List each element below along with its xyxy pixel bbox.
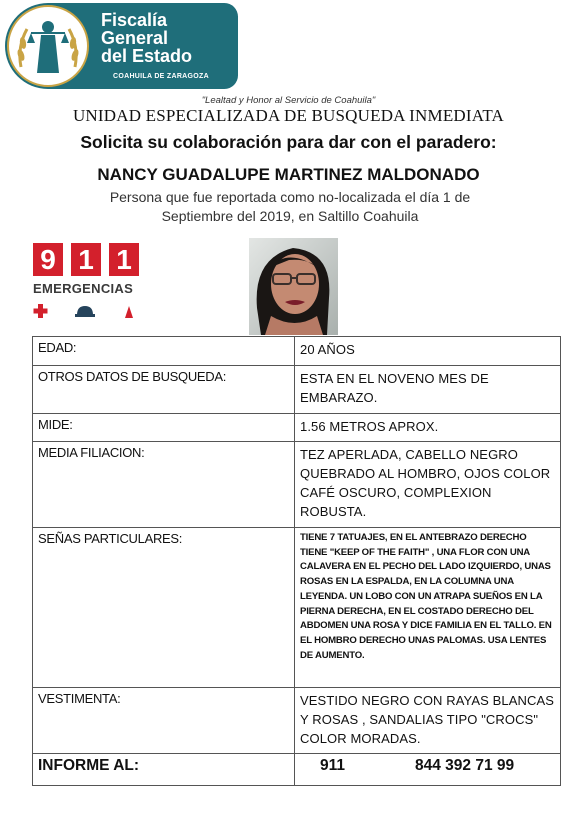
unit-title: UNIDAD ESPECIALIZADA DE BUSQUEDA INMEDIATA <box>72 106 505 125</box>
digit-box: 9 <box>33 243 63 276</box>
inform-phones <box>295 754 561 786</box>
row-label-description: MEDIA FILIACION: <box>33 442 295 528</box>
row-label-clothing: VESTIMENTA: <box>33 688 295 754</box>
report-info <box>80 188 500 226</box>
report-line-2: Septiembre del 2019, en Saltillo Coahuila <box>161 208 419 224</box>
report-line-1: Persona que fue reportada como no-localizada el día 1 de <box>109 189 471 205</box>
row-value-description: TEZ APERLADA, CABELLO NEGRO QUEBRADO AL HOMBRO, OJOS COLOR CAFÉ OSCURO, COMPLEXION ROBUSTA. <box>295 442 561 528</box>
phone-number: 844 392 71 99 <box>415 757 515 774</box>
person-photo <box>249 238 338 335</box>
medical-cross-icon <box>34 304 48 318</box>
row-value-clothing: VESTIDO NEGRO CON RAYAS BLANCAS Y ROSAS , SANDALIAS TIPO "CROCS" COLOR MORADAS. <box>295 688 561 754</box>
motto: "Lealtad y Honor al Servicio de Coahuila" <box>201 95 376 106</box>
fire-icon <box>125 306 133 318</box>
row-value-height: 1.56 METROS APROX. <box>295 414 561 442</box>
table-row <box>33 754 561 786</box>
table-row <box>33 688 561 754</box>
inform-label: INFORME AL: <box>33 754 295 786</box>
fiscalia-logo <box>5 3 238 89</box>
emergency-911-badge <box>33 243 143 321</box>
emergency-label: EMERGENCIAS <box>33 281 134 296</box>
emergency-services-icons <box>33 301 143 319</box>
row-label-other-data: OTROS DATOS DE BUSQUEDA: <box>33 366 295 414</box>
logo-subtitle: COAHUILA DE ZARAGOZA <box>113 73 209 80</box>
row-label-marks: SEÑAS PARTICULARES: <box>33 528 295 688</box>
digit-box: 1 <box>109 243 139 276</box>
table-row <box>33 366 561 414</box>
police-cap-icon <box>75 306 95 317</box>
request-heading: Solicita su colaboración para dar con el paradero: <box>80 132 497 152</box>
logo-wordmark <box>101 11 192 65</box>
logo-line-3: del Estado <box>101 46 193 66</box>
row-value-other-data: ESTA EN EL NOVENO MES DE EMBARAZO. <box>295 366 561 414</box>
justice-emblem-icon <box>7 5 89 87</box>
row-value-age: 20 AÑOS <box>295 337 561 366</box>
logo-line-2: General <box>101 28 169 48</box>
phone-911: 911 <box>320 757 346 774</box>
digit-box: 1 <box>71 243 101 276</box>
row-label-age: EDAD: <box>33 337 295 366</box>
table-row <box>33 528 561 688</box>
table-row <box>33 442 561 528</box>
logo-line-1: Fiscalía <box>101 10 168 30</box>
person-name: NANCY GUADALUPE MARTINEZ MALDONADO <box>97 165 480 184</box>
table-row <box>33 337 561 366</box>
row-label-height: MIDE: <box>33 414 295 442</box>
info-table <box>32 336 561 786</box>
table-row <box>33 414 561 442</box>
row-value-marks: TIENE 7 TATUAJES, EN EL ANTEBRAZO DERECHO TIENE "KEEP OF THE FAITH" , UNA FLOR CON UNA CALAVERA EN EL PECHO DEL LADO IZQUIERDO, UNAS ROSAS EN LA ESPALDA, EN LA COLUMNA UNA LEYENDA. UN LOBO CON UN ATRAPA SUEÑOS EN LA PIERNA DERECHA, EN EL COSTADO DERECHO DEL ABDOMEN UNA ROSA Y DICE FAMILIA EN EL TALLO. EN EL HOMBRO DERECHO UNAS PALOMAS. USA LENTES DE AUMENTO. <box>295 528 561 688</box>
